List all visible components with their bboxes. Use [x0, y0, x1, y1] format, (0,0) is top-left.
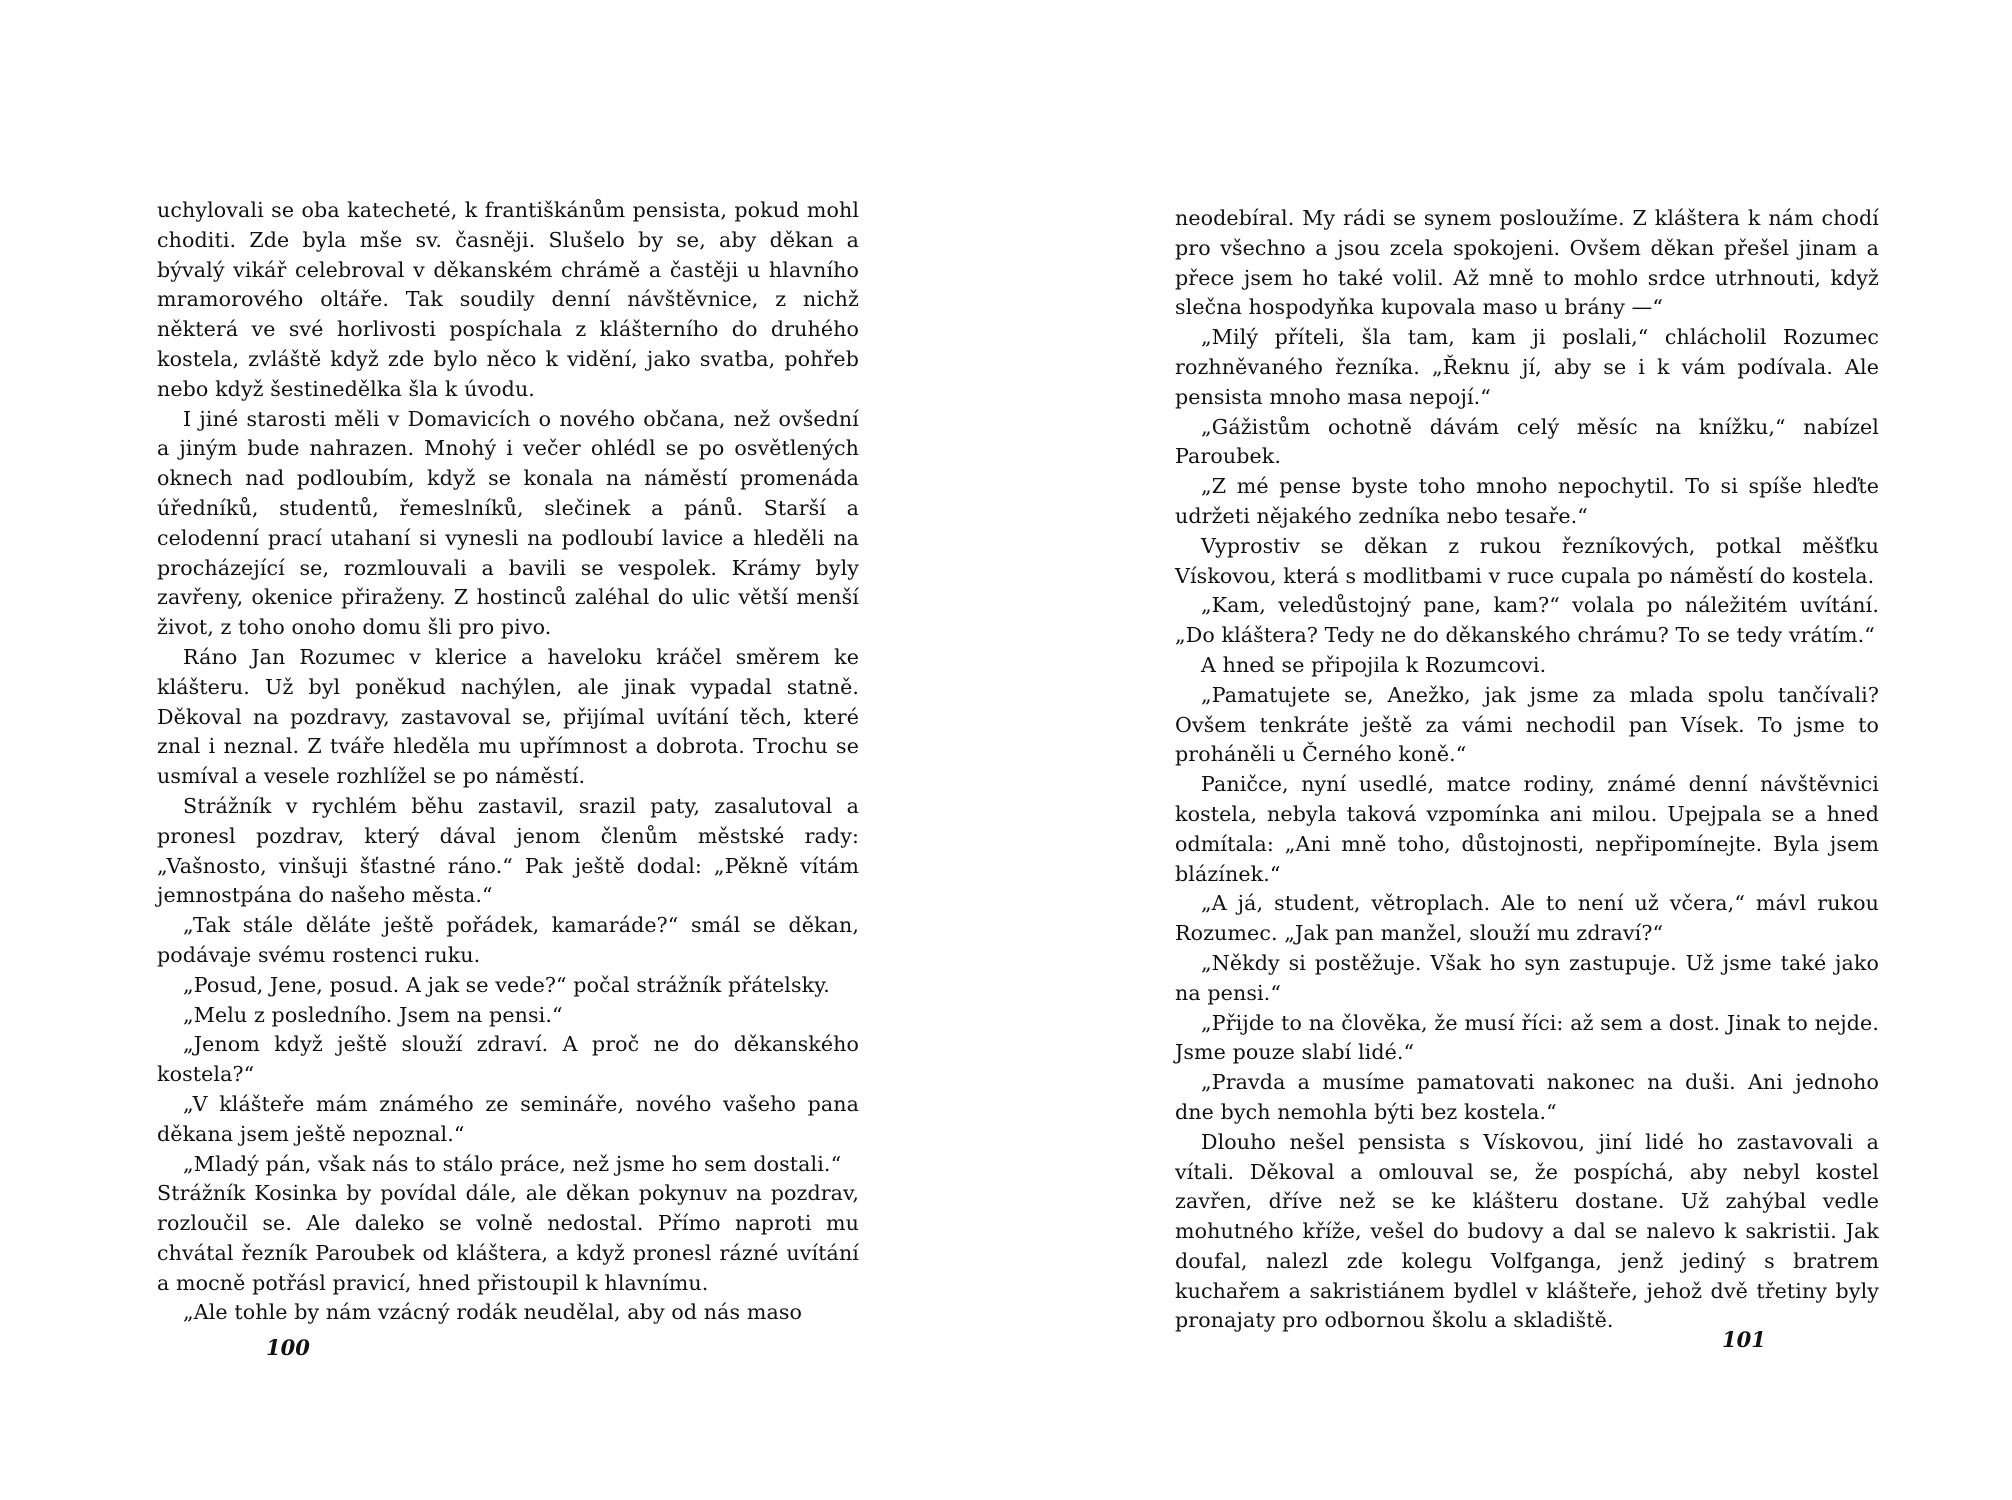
- page-number: 100: [266, 1335, 310, 1360]
- paragraph: „A já, student, větroplach. Ale to není už včera,“ mávl rukou Rozumec. „Jak pan manžel, slouží mu zdraví?“: [1175, 891, 1879, 946]
- paragraph: uchylovali se oba katecheté, k františkánům pensista, pokud mohl choditi. Zde byla mše sv. časněji. Slušelo by se, aby děkan a bývalý vikář celebroval v děkanském chrámě a častěji u hlavního mramorového oltáře. Tak soudily denní návštěvnice, z nichž některá ve své horlivosti pospíchala z klášterního do druhého kostela, zvláště když zde bylo něco k vidění, jako svatba, pohřeb nebo když šestinedělka šla k úvodu.: [157, 198, 859, 401]
- paragraph: A hned se připojila k Rozumcovi.: [1201, 652, 1547, 677]
- paragraph: „Pamatujete se, Anežko, jak jsme za mlada spolu tančívali? Ovšem tenkráte ještě za vámi nechodil pan Vísek. To jsme to proháněli u Černého koně.“: [1175, 682, 1879, 767]
- paragraph: „Jenom když ještě slouží zdraví. A proč ne do děkanského kostela?“: [157, 1032, 859, 1087]
- paragraph: „Někdy si postěžuje. Však ho syn zastupuje. Už jsme také jako na pensi.“: [1175, 950, 1879, 1005]
- page-number: 101: [1722, 1327, 1766, 1352]
- left-page-text: [157, 196, 859, 1328]
- paragraph: „Z mé pense byste toho mnoho nepochytil. To si spíše hleďte udržeti nějakého zedníka nebo tesaře.“: [1175, 474, 1879, 528]
- paragraph: „Melu z posledního. Jsem na pensi.“: [183, 1002, 563, 1027]
- paragraph: Ráno Jan Rozumec v klerice a haveloku kráčel směrem ke klášteru. Už byl poněkud nachýlen, ale jinak vypadal statně. Děkoval na pozdravy, zastavoval se, přijímal uvítání těch, které znal i neznal. Z tváře hleděla mu upřímnost a dobrota. Trochu se usmíval a vesele rozhlížel se po náměstí.: [157, 644, 859, 789]
- paragraph: Strážník Kosinka by povídal dále, ale děkan pokynuv na pozdrav, rozloučil se. Ale daleko se volně nedostal. Přímo naproti mu chvátal řezník Paroubek od kláštera, a když pronesl rázné uvítání a mocně potřásl pravicí, hned přistoupil k hlavnímu.: [157, 1181, 859, 1295]
- paragraph: Dlouho nešel pensista s Vískovou, jiní lidé ho zastavovali a vítali. Děkoval a omlouval se, že pospíchá, aby nebyl kostel zavřen, dříve než se ke klášteru dostane. Už zahýbal vedle mohutného kříže, vešel do budovy a dal se nalevo k sakristii. Jak doufal, nalezl zde kolegu Volfganga, jenž jediný s bratrem kuchařem a sakristiánem bydlel v klášteře, jehož dvě třetiny byly pronajaty pro odbornou školu a skladiště.: [1175, 1129, 1879, 1333]
- paragraph: „Mladý pán, však nás to stálo práce, než jsme ho sem dostali.“: [183, 1151, 842, 1176]
- paragraph: „Posud, Jene, posud. A jak se vede?“ počal strážník přátelsky.: [183, 972, 830, 997]
- paragraph: „V klášteře mám známého ze semináře, nového vašeho pana děkana jsem ještě nepoznal.“: [157, 1091, 859, 1146]
- paragraph: „Milý příteli, šla tam, kam ji poslali,“ chlácholil Rozumec rozhněvaného řezníka. „Řeknu jí, aby se i k vám podívala. Ale pensista mnoho masa nepojí.“: [1175, 325, 1879, 409]
- paragraph: „Tak stále děláte ještě pořádek, kamaráde?“ smál se děkan, podávaje svému rostenci ruku.: [157, 913, 859, 967]
- right-page: [1006, 0, 2012, 1500]
- paragraph: Strážník v rychlém běhu zastavil, srazil paty, zasalutoval a pronesl pozdrav, který dával jenom členům městské rady: „Vašnosto, vinšuji šťastné ráno.“ Pak ještě dodal: „Pěkně vítám jemnostpána do našeho města.“: [157, 793, 859, 908]
- paragraph: „Gážistům ochotně dávám celý měsíc na knížku,“ nabízel Paroubek.: [1175, 414, 1879, 469]
- paragraph: Vyprostiv se děkan z rukou řezníkových, potkal měšťku Vískovou, která s modlitbami v ruce cupala po náměstí do kostela.: [1175, 533, 1879, 588]
- paragraph: „Kam, veledůstojný pane, kam?“ volala po náležitém uvítání. „Do kláštera? Tedy ne do děkanského chrámu? To se tedy vrátím.“: [1175, 593, 1879, 648]
- paragraph: neodebíral. My rádi se synem posloužíme. Z kláštera k nám chodí pro všechno a jsou zcela spokojeni. Ovšem děkan přešel jinam a přece jsem ho také volil. Až mně to mohlo srdce utrhnouti, když slečna hospodyňka kupovala maso u brány —“: [1175, 206, 1879, 320]
- paragraph: „Ale tohle by nám vzácný rodák neudělal, aby od nás maso: [183, 1300, 802, 1325]
- paragraph: Paničce, nyní usedlé, matce rodiny, známé denní návštěvnici kostela, nebyla taková vzpomínka ani milou. Upejpala se a hned odmítala: „Ani mně toho, důstojnosti, nepřipomínejte. Byla jsem blázínek.“: [1175, 772, 1879, 886]
- paragraph: „Pravda a musíme pamatovati nakonec na duši. Ani jednoho dne bych nemohla býti bez kostela.“: [1175, 1070, 1879, 1124]
- paragraph: „Přijde to na člověka, že musí říci: až sem a dost. Jinak to nejde. Jsme pouze slabí lidé.“: [1175, 1010, 1879, 1065]
- right-page-text: [1175, 204, 1879, 1336]
- paragraph: I jiné starosti měli v Domavicích o nového občana, než ovšední a jiným bude nahrazen. Mnohý i večer ohlédl se po osvětlených oknech nad podloubím, když se konala na náměstí promenáda úředníků, studentů, řemeslníků, slečinek a pánů. Starší a celodenní prací utahaní si vynesli na podloubí lavice a hleděli na procházející se, rozmlouvali a bavili se vespolek. Krámy byly zavřeny, okenice přiraženy. Z hostinců zaléhal do ulic větší menší život, z toho onoho domu šli pro pivo.: [157, 406, 859, 640]
